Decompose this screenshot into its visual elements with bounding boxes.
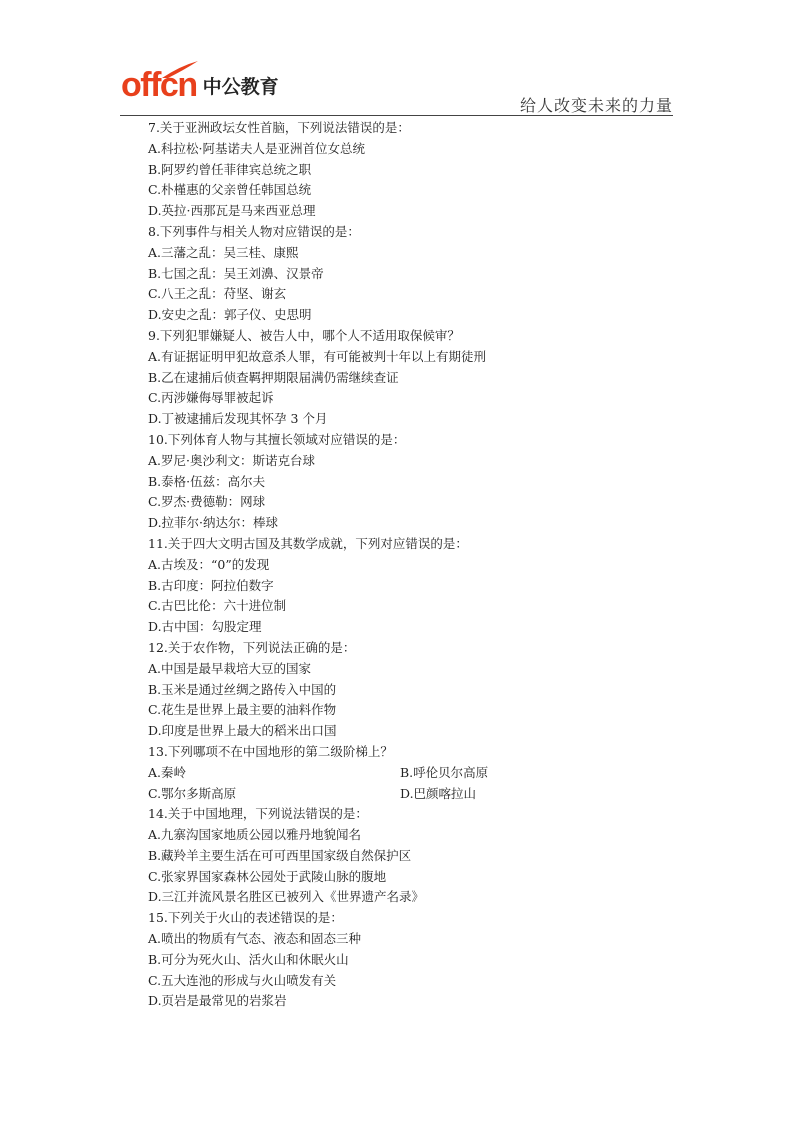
option: A.秦岭 (148, 764, 187, 780)
option: A.喷出的物质有气态、液态和固态三种 (148, 931, 362, 947)
option: A.古埃及：“0”的发现 (148, 556, 270, 572)
option: A.科拉松·阿基诺夫人是亚洲首位女总统 (148, 140, 365, 156)
option: A.罗尼·奥沙利文：斯诺克台球 (148, 452, 315, 468)
option: A.有证据证明甲犯故意杀人罪，有可能被判十年以上有期徒刑 (148, 348, 487, 364)
option: C.罗杰·费德勒：网球 (148, 494, 266, 510)
question-stem: 14.关于中国地理，下列说法错误的是： (148, 806, 368, 822)
option: B.泰格·伍兹：高尔夫 (148, 473, 266, 489)
option: D.古中国：勾股定理 (148, 619, 262, 635)
question-stem: 9.下列犯罪嫌疑人、被告人中，哪个人不适用取保候审？ (148, 327, 460, 343)
option: D.拉菲尔·纳达尔：棒球 (148, 515, 279, 531)
option: A.中国是最早栽培大豆的国家 (148, 660, 312, 676)
option: B.乙在逮捕后侦查羁押期限届满仍需继续查证 (148, 369, 399, 385)
option: D.丁被逮捕后发现其怀孕 3 个月 (148, 411, 328, 427)
option: B.可分为死火山、活火山和休眠火山 (148, 951, 349, 967)
question-block (148, 222, 678, 326)
tagline: 给人改变未来的力量 (519, 96, 673, 115)
option: A.三藩之乱：吴三桂、康熙 (148, 244, 299, 260)
option: C.丙涉嫌侮辱罪被起诉 (148, 390, 274, 406)
option: C.八王之乱：苻坚、谢玄 (148, 286, 287, 302)
option: C.鄂尔多斯高原 (148, 785, 237, 801)
question-stem: 10.下列体育人物与其擅长领域对应错误的是： (148, 431, 406, 447)
option: B.呼伦贝尔高原 (400, 764, 489, 780)
question-stem: 12.关于农作物，下列说法正确的是： (148, 639, 356, 655)
option: D.英拉·西那瓦是马来西亚总理 (148, 203, 316, 219)
logo-text-en: offcn (121, 66, 197, 104)
option: B.藏羚羊主要生活在可可西里国家级自然保护区 (148, 847, 412, 863)
option: C.五大连池的形成与火山喷发有关 (148, 972, 337, 988)
option: D.页岩是最常见的岩浆岩 (148, 993, 287, 1009)
question-block (148, 908, 678, 1012)
question-block (148, 742, 678, 804)
question-block (148, 534, 678, 638)
question-stem: 8.下列事件与相关人物对应错误的是： (148, 223, 360, 239)
header-divider (120, 115, 673, 116)
logo-text-cn: 中公教育 (202, 76, 279, 98)
question-stem: 15.下列关于火山的表述错误的是： (148, 910, 343, 926)
question-stem: 7.关于亚洲政坛女性首脑，下列说法错误的是： (148, 120, 410, 135)
option: C.古巴比伦：六十进位制 (148, 598, 287, 614)
question-block (148, 804, 678, 908)
option-row (148, 763, 678, 784)
option: D.三江并流风景名胜区已被列入《世界遗产名录》 (148, 889, 425, 905)
option-row (148, 784, 678, 805)
logo (121, 62, 279, 102)
option: B.七国之乱：吴王刘濞、汉景帝 (148, 265, 324, 281)
option: B.玉米是通过丝绸之路传入中国的 (148, 681, 337, 697)
option: C.朴槿惠的父亲曾任韩国总统 (148, 182, 312, 198)
option: D.印度是世界上最大的稻米出口国 (148, 723, 337, 739)
question-block (148, 118, 678, 222)
question-list (148, 118, 678, 1012)
option: B.阿罗约曾任菲律宾总统之职 (148, 161, 312, 177)
question-block (148, 430, 678, 534)
question-block (148, 326, 678, 430)
option: D.安史之乱：郭子仪、史思明 (148, 307, 312, 323)
option: D.巴颜喀拉山 (400, 785, 477, 801)
question-stem: 13.下列哪项不在中国地形的第二级阶梯上？ (148, 743, 393, 759)
option: C.张家界国家森林公园处于武陵山脉的腹地 (148, 868, 387, 884)
question-block (148, 638, 678, 742)
option: A.九寨沟国家地质公园以雅丹地貌闻名 (148, 827, 362, 843)
option: B.古印度：阿拉伯数字 (148, 577, 274, 593)
question-stem: 11.关于四大文明古国及其数学成就，下列对应错误的是： (148, 535, 468, 551)
option: C.花生是世界上最主要的油料作物 (148, 702, 337, 718)
